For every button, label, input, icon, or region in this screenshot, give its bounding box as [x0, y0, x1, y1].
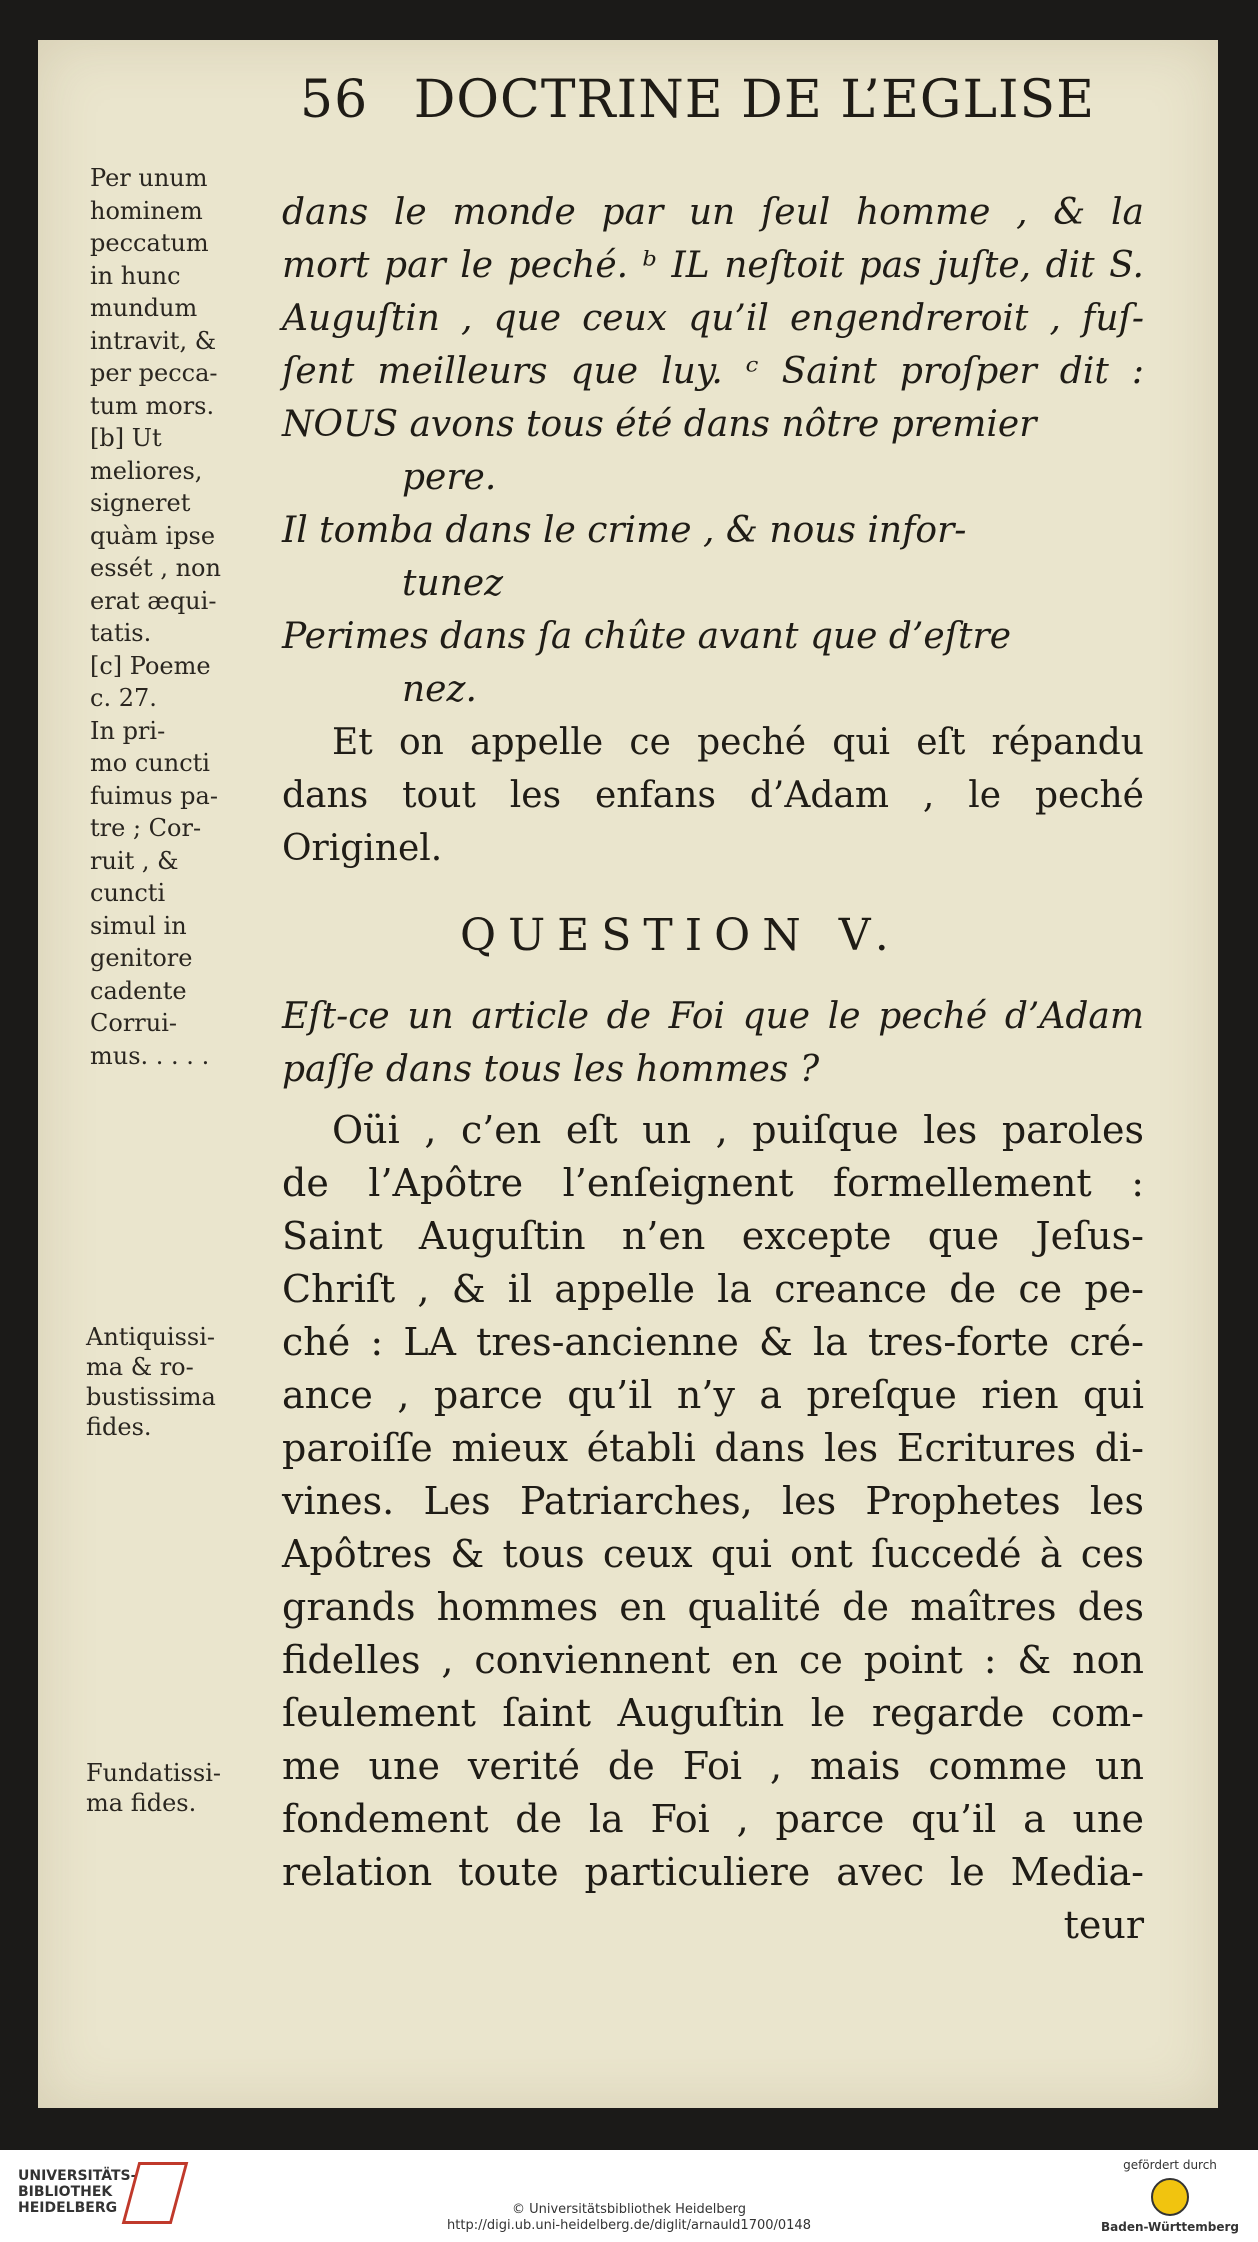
- answer-line: teur: [1063, 1903, 1144, 1947]
- answer-line: fidelles , conviennent en ce point : & non: [282, 1638, 1144, 1682]
- answer-line: ſeulement ſaint Auguſtin le regarde com-: [282, 1691, 1144, 1735]
- verse-line: NOUS avons tous été dans nôtre premier: [282, 404, 1037, 445]
- page-header: [300, 70, 1100, 130]
- text-line: dans tout les enfans d’Adam , le peché: [282, 775, 1144, 816]
- verse-line: pere.: [402, 457, 497, 498]
- source-url-link[interactable]: http://digi.ub.uni-heidelberg.de/diglit/arnauld1700/0148: [447, 2218, 811, 2233]
- main-text: [282, 186, 1144, 875]
- sponsor-block: [1100, 2158, 1240, 2234]
- answer-line: de l’Apôtre l’enſeignent formellement :: [282, 1161, 1144, 1205]
- text-line: ſent meilleurs que luy. ᶜ Saint proſper dit :: [282, 351, 1144, 392]
- margin-note-1: Per unum hominem peccatum in hunc mundum intravit, & per pecca- tum mors. [b] Ut meliores, signeret quàm ipse essét , non erat æqui- tatis. [c] Poeme c. 27. In pri- mo cuncti fuimus pa- tre ; Cor- ruit , & cuncti simul in genitore cadente Corrui- mus. . . . .: [90, 164, 221, 1070]
- question-heading: QUESTION V.: [460, 910, 901, 961]
- question-text: [282, 990, 1144, 1096]
- text-line: Et on appelle ce peché qui eſt répandu: [332, 722, 1144, 763]
- library-logo-text: UNIVERSITÄTS- BIBLIOTHEK HEIDELBERG: [18, 2168, 137, 2216]
- question-line: paſſe dans tous les hommes ?: [282, 1049, 820, 1090]
- answer-line: me une verité de Foi , mais comme un: [282, 1744, 1144, 1788]
- verse-line: Perimes dans ſa chûte avant que d’eſtre: [282, 616, 1012, 657]
- page-title: DOCTRINE DE L’EGLISE: [413, 70, 1096, 130]
- verse-line: tunez: [402, 563, 504, 604]
- crest-icon: [1151, 2178, 1189, 2216]
- copyright-text: © Universitätsbibliothek Heidelberg: [511, 2202, 746, 2217]
- answer-line: ché : LA tres-ancienne & la tres-forte cré-: [282, 1320, 1144, 1364]
- margin-note-2: Antiquissi- ma & ro- bustissima fides.: [86, 1323, 216, 1441]
- verse-line: Il tomba dans le crime , & nous infor-: [282, 510, 967, 551]
- answer-line: paroiſſe mieux établi dans les Ecritures di-: [282, 1426, 1144, 1470]
- question-line: Eſt-ce un article de Foi que le peché d’Adam: [282, 996, 1144, 1037]
- text-line: dans le monde par un ſeul homme , & la: [282, 192, 1144, 233]
- answer-line: relation toute particuliere avec le Media-: [282, 1850, 1144, 1894]
- copyright-notice: [0, 2202, 1258, 2234]
- margin-note-latin: [90, 162, 280, 1072]
- answer-line: ance , parce qu’il n’y a preſque rien qui: [282, 1373, 1144, 1417]
- answer-line: Chriſt , & il appelle la creance de ce pe-: [282, 1267, 1144, 1311]
- page-number: 56: [300, 70, 369, 130]
- margin-note-3: Fundatissi- ma fides.: [86, 1759, 221, 1817]
- text-line: Auguſtin , que ceux qu’il engendreroit , fuſ-: [282, 298, 1144, 339]
- answer-text: [282, 1104, 1144, 1952]
- sponsor-label: gefördert durch: [1123, 2158, 1217, 2172]
- text-line: Originel.: [282, 828, 443, 869]
- answer-line: vines. Les Patriarches, les Prophetes les: [282, 1479, 1144, 1523]
- text-line: mort par le peché. ᵇ IL neſtoit pas juſte, dit S.: [282, 245, 1144, 286]
- sponsor-name: Baden-Württemberg: [1100, 2220, 1239, 2234]
- answer-line: Saint Auguſtin n’en excepte que Jeſus-: [282, 1214, 1144, 1258]
- answer-line: Apôtres & tous ceux qui ont ſuccedé à ces: [282, 1532, 1144, 1576]
- verse-line: nez.: [402, 669, 477, 710]
- answer-line: Oüi , c’en eſt un , puiſque les paroles: [332, 1108, 1144, 1152]
- answer-line: fondement de la Foi , parce qu’il a une: [282, 1797, 1144, 1841]
- footer-bar: [0, 2150, 1258, 2242]
- answer-line: grands hommes en qualité de maîtres des: [282, 1585, 1144, 1629]
